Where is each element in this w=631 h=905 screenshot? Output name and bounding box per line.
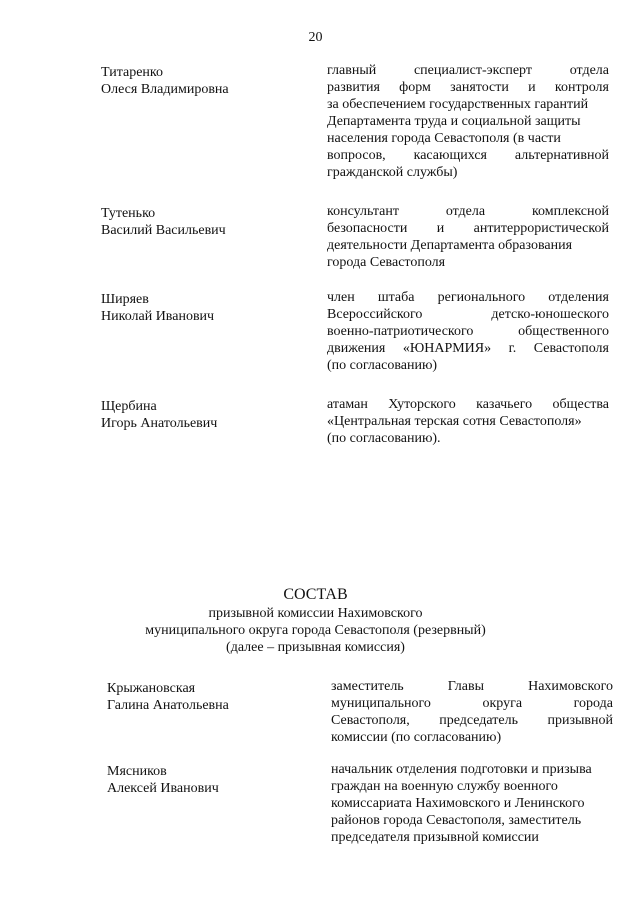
position-word: регионального <box>437 290 526 305</box>
position-line <box>327 289 609 306</box>
position-word: антитеррористической <box>473 221 609 236</box>
position-word: главный <box>327 63 377 78</box>
member-name <box>101 64 229 98</box>
position-word: безопасности <box>327 221 408 236</box>
position-word: города <box>573 696 613 711</box>
member-name <box>101 291 214 325</box>
position-line <box>331 712 613 729</box>
position-line: гражданской службы) <box>327 165 458 180</box>
position-word: контроля <box>554 80 609 95</box>
member-given-names: Василий Васильевич <box>101 223 226 238</box>
member-given-names: Николай Иванович <box>101 309 215 324</box>
member-given-names: Галина Анатольевна <box>107 698 229 713</box>
position-word: движения <box>327 341 386 356</box>
position-line: (по согласованию) <box>327 358 438 373</box>
member-position <box>327 203 609 271</box>
position-line: населения города Севастополя (в части <box>327 131 561 146</box>
member-surname: Мясников <box>107 764 167 779</box>
position-word: казачьего <box>476 397 533 412</box>
position-word: Севастополя, <box>331 713 410 728</box>
member-surname: Тутенько <box>101 206 156 221</box>
section-heading <box>0 585 631 656</box>
position-line <box>331 695 613 712</box>
position-line <box>327 62 609 79</box>
member-surname: Щербина <box>101 399 157 414</box>
position-word: специалист-эксперт <box>413 63 532 78</box>
member-position <box>327 62 609 181</box>
member-given-names: Алексей Иванович <box>107 781 219 796</box>
position-line <box>331 678 613 695</box>
member-name <box>101 205 226 239</box>
position-line <box>327 396 609 413</box>
position-line <box>327 323 609 340</box>
position-line: районов города Севастополя, заместитель <box>331 813 582 828</box>
position-line <box>327 306 609 323</box>
position-word: военно-патриотического <box>327 324 474 339</box>
position-word: заместитель <box>331 679 404 694</box>
position-line: комиссариата Нахимовского и Ленинского <box>331 796 585 811</box>
section-subtitle-line: (далее – призывная комиссия) <box>226 640 405 655</box>
position-line: Департамента труда и социальной защиты <box>327 114 581 129</box>
position-line: «Центральная терская сотня Севастополя» <box>327 414 582 429</box>
position-line <box>327 147 609 164</box>
position-word: призывной <box>547 713 613 728</box>
position-word: и <box>528 80 536 95</box>
position-line: граждан на военную службу военного <box>331 779 558 794</box>
position-word: развития <box>327 80 380 95</box>
position-line <box>327 220 609 237</box>
position-word: отдела <box>445 204 486 219</box>
position-word: Хуторского <box>388 397 456 412</box>
member-surname: Ширяев <box>101 292 149 307</box>
position-word: отделения <box>548 290 609 305</box>
member-name <box>107 763 219 797</box>
position-line: председателя призывной комиссии <box>331 830 539 845</box>
member-position <box>331 761 613 846</box>
member-surname: Крыжановская <box>107 681 196 696</box>
page-number: 20 <box>308 30 323 45</box>
section-subtitle-line: призывной комиссии Нахимовского <box>208 606 423 621</box>
position-word: Нахимовского <box>528 679 613 694</box>
position-word: занятости <box>450 80 509 95</box>
position-line: города Севастополя <box>327 255 446 270</box>
member-given-names: Игорь Анатольевич <box>101 416 218 431</box>
position-word: общественного <box>518 324 609 339</box>
position-word: «ЮНАРМИЯ» <box>402 341 492 356</box>
position-word: вопросов, <box>327 148 386 163</box>
position-word: альтернативной <box>514 148 609 163</box>
member-position <box>327 396 609 447</box>
position-word: г. <box>508 341 517 356</box>
section-title: СОСТАВ <box>283 586 348 603</box>
position-line <box>327 79 609 96</box>
position-word: Севастополя <box>533 341 609 356</box>
member-position <box>327 289 609 374</box>
member-given-names: Олеся Владимировна <box>101 82 229 97</box>
position-word: председатель <box>439 713 518 728</box>
position-word: общества <box>552 397 609 412</box>
position-word: Главы <box>447 679 485 694</box>
position-word: атаман <box>327 397 368 412</box>
position-line: за обеспечением государственных гарантий <box>327 97 589 112</box>
position-line: деятельности Департамента образования <box>327 238 573 253</box>
position-line: комиссии (по согласованию) <box>331 730 502 745</box>
position-word: консультант <box>327 204 399 219</box>
position-line: (по согласованию). <box>327 431 441 446</box>
position-word: муниципального <box>331 696 431 711</box>
member-name <box>101 398 217 432</box>
member-position <box>331 678 613 746</box>
position-word: член <box>327 290 355 305</box>
position-line <box>327 203 609 220</box>
member-name <box>107 680 229 714</box>
position-word: и <box>436 221 445 236</box>
position-word: Всероссийского <box>327 307 423 322</box>
member-surname: Титаренко <box>101 65 163 80</box>
position-word: касающихся <box>413 148 487 163</box>
position-line <box>327 340 609 357</box>
section-subtitle-line: муниципального округа города Севастополя (резервный) <box>145 623 486 638</box>
position-word: отдела <box>569 63 609 78</box>
position-word: форм <box>399 80 431 95</box>
position-line: начальник отделения подготовки и призыва <box>331 762 592 777</box>
position-word: округа <box>482 696 523 711</box>
position-word: детско-юношеского <box>491 307 609 322</box>
position-word: штаба <box>377 290 415 305</box>
position-word: комплексной <box>531 204 609 219</box>
